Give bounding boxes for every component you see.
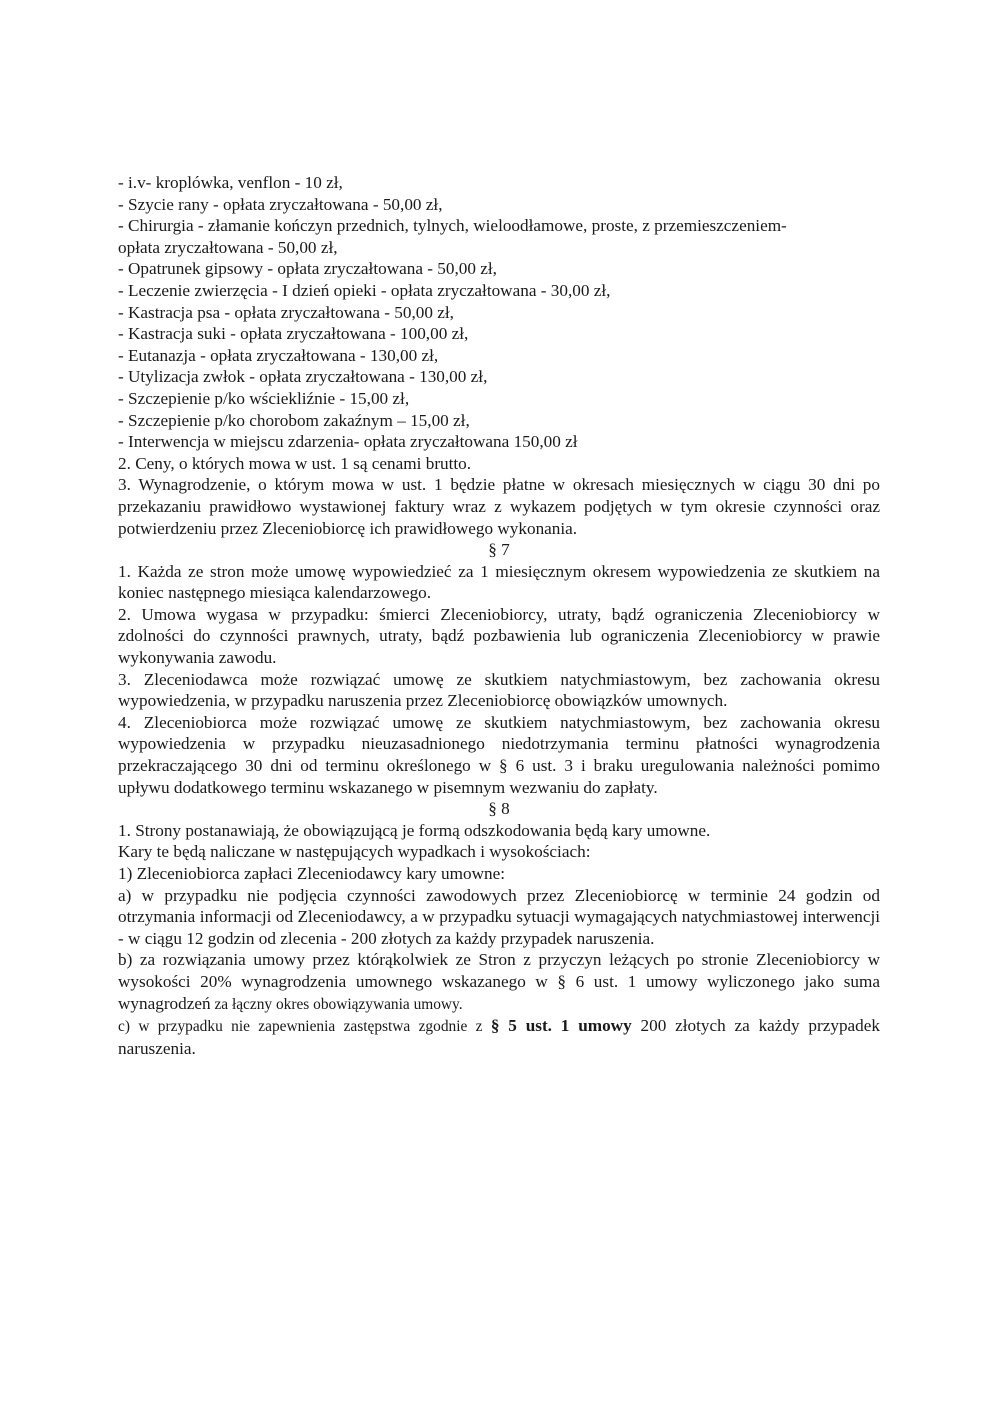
section8-item1: 1. Strony postanawiają, że obowiązującą je formą odszkodowania będą kary umowne.	[118, 820, 711, 840]
point-c-pre: c) w przypadku nie zapewnienia zastępstwa zgodnie z	[118, 1018, 491, 1036]
price-item: - Szycie rany - opłata zryczałtowana - 50,00 zł,	[118, 194, 443, 214]
section8-heading: § 8	[488, 799, 510, 819]
section7-item2: 2. Umowa wygasa w przypadku: śmierci Zleceniobiorcy, utraty, bądź ograniczenia Zleceniobiorcy w zdolności do czynności prawnych, utraty, bądź pozbawienia lub ograniczenia Zleceniobiorcy w prawie wykonywania zawodu.	[118, 604, 880, 668]
price-item: - Utylizacja zwłok - opłata zryczałtowana - 130,00 zł,	[118, 367, 488, 387]
section7-item1: 1. Każda ze stron może umowę wypowiedzieć za 1 miesięcznym okresem wypowiedzenia ze skutkiem na koniec następnego miesiąca kalendarzowego.	[118, 561, 880, 603]
section8-point-b	[118, 949, 880, 1015]
point-c-post: 200 złotych za każdy przypadek naruszenia.	[118, 1016, 881, 1058]
price-item: - Leczenie zwierzęcia - I dzień opieki - opłata zryczałtowana - 30,00 zł,	[118, 280, 611, 300]
price-item: - Interwencja w miejscu zdarzenia- opłata zryczałtowana 150,00 zł	[118, 432, 578, 452]
section7-heading: § 7	[488, 540, 510, 560]
price-item: - i.v- kroplówka, venflon - 10 zł,	[118, 173, 343, 192]
price-item: - Opatrunek gipsowy - opłata zryczałtowana - 50,00 zł,	[118, 259, 497, 279]
point-c-reference: § 5 ust. 1 umowy	[490, 1016, 632, 1036]
price-item: opłata zryczałtowana - 50,00 zł,	[118, 237, 338, 257]
section8-sub1: 1) Zleceniobiorca zapłaci Zleceniodawcy kary umowne:	[118, 864, 506, 883]
price-item: - Chirurgia - złamanie kończyn przednich, tylnych, wieloodłamowe, proste, z przemieszczeniem-	[118, 216, 787, 236]
point-b-tail: za łączny okres obowiązywania umowy.	[210, 995, 463, 1013]
section7-item4: 4. Zleceniobiorca może rozwiązać umowę ze skutkiem natychmiastowym, bez zachowania okresu wypowiedzenia w przypadku nieuzasadnionego niedotrzymania terminu płatności wynagrodzenia przekraczającego 30 dni od terminu określonego w § 6 ust. 3 i braku uregulowania należności pomimo upływu dodatkowego terminu wskazanego w pisemnym wezwaniu do zapłaty.	[118, 712, 880, 797]
price-item: - Szczepienie p/ko chorobom zakaźnym – 15,00 zł,	[118, 410, 470, 430]
price-item: - Kastracja psa - opłata zryczałtowana - 50,00 zł,	[118, 302, 454, 322]
section8-intro: Kary te będą naliczane w następujących wypadkach i wysokościach:	[118, 842, 591, 862]
point-b-main: b) za rozwiązania umowy przez którąkolwiek ze Stron z przyczyn leżących po stronie Zleceniobiorcy w wysokości 20% wynagrodzenia umownego wskazanego w § 6 ust. 1 umowy wyliczonego jako suma wynagrodzeń	[118, 950, 880, 1013]
document-body	[118, 172, 880, 1059]
section6-item3: 3. Wynagrodzenie, o którym mowa w ust. 1 będzie płatne w okresach miesięcznych w ciągu 30 dni po przekazaniu prawidłowo wystawionej faktury wraz z wykazem podjętych w tym okresie czynności oraz potwierdzeniu przez Zleceniobiorcę ich prawidłowego wykonania.	[118, 475, 880, 538]
price-item: - Kastracja suki - opłata zryczałtowana - 100,00 zł,	[118, 324, 469, 344]
section8-point-a: a) w przypadku nie podjęcia czynności zawodowych przez Zleceniobiorcę w terminie 24 godzin od otrzymania informacji od Zleceniodawcy, a w przypadku sytuacji wymagających natychmiastowej interwencji - w ciągu 12 godzin od zlecenia - 200 złotych za każdy przypadek naruszenia.	[118, 885, 880, 948]
section8-point-c	[118, 1015, 880, 1059]
section7-item3: 3. Zleceniodawca może rozwiązać umowę ze skutkiem natychmiastowym, bez zachowania okresu wypowiedzenia, w przypadku naruszenia przez Zleceniobiorcę obowiązków umownych.	[118, 669, 880, 711]
price-item: - Eutanazja - opłata zryczałtowana - 130,00 zł,	[118, 345, 439, 365]
price-list	[118, 172, 880, 453]
section6-item2: 2. Ceny, o których mowa w ust. 1 są cenami brutto.	[118, 453, 472, 473]
price-item: - Szczepienie p/ko wściekliźnie - 15,00 zł,	[118, 388, 410, 408]
